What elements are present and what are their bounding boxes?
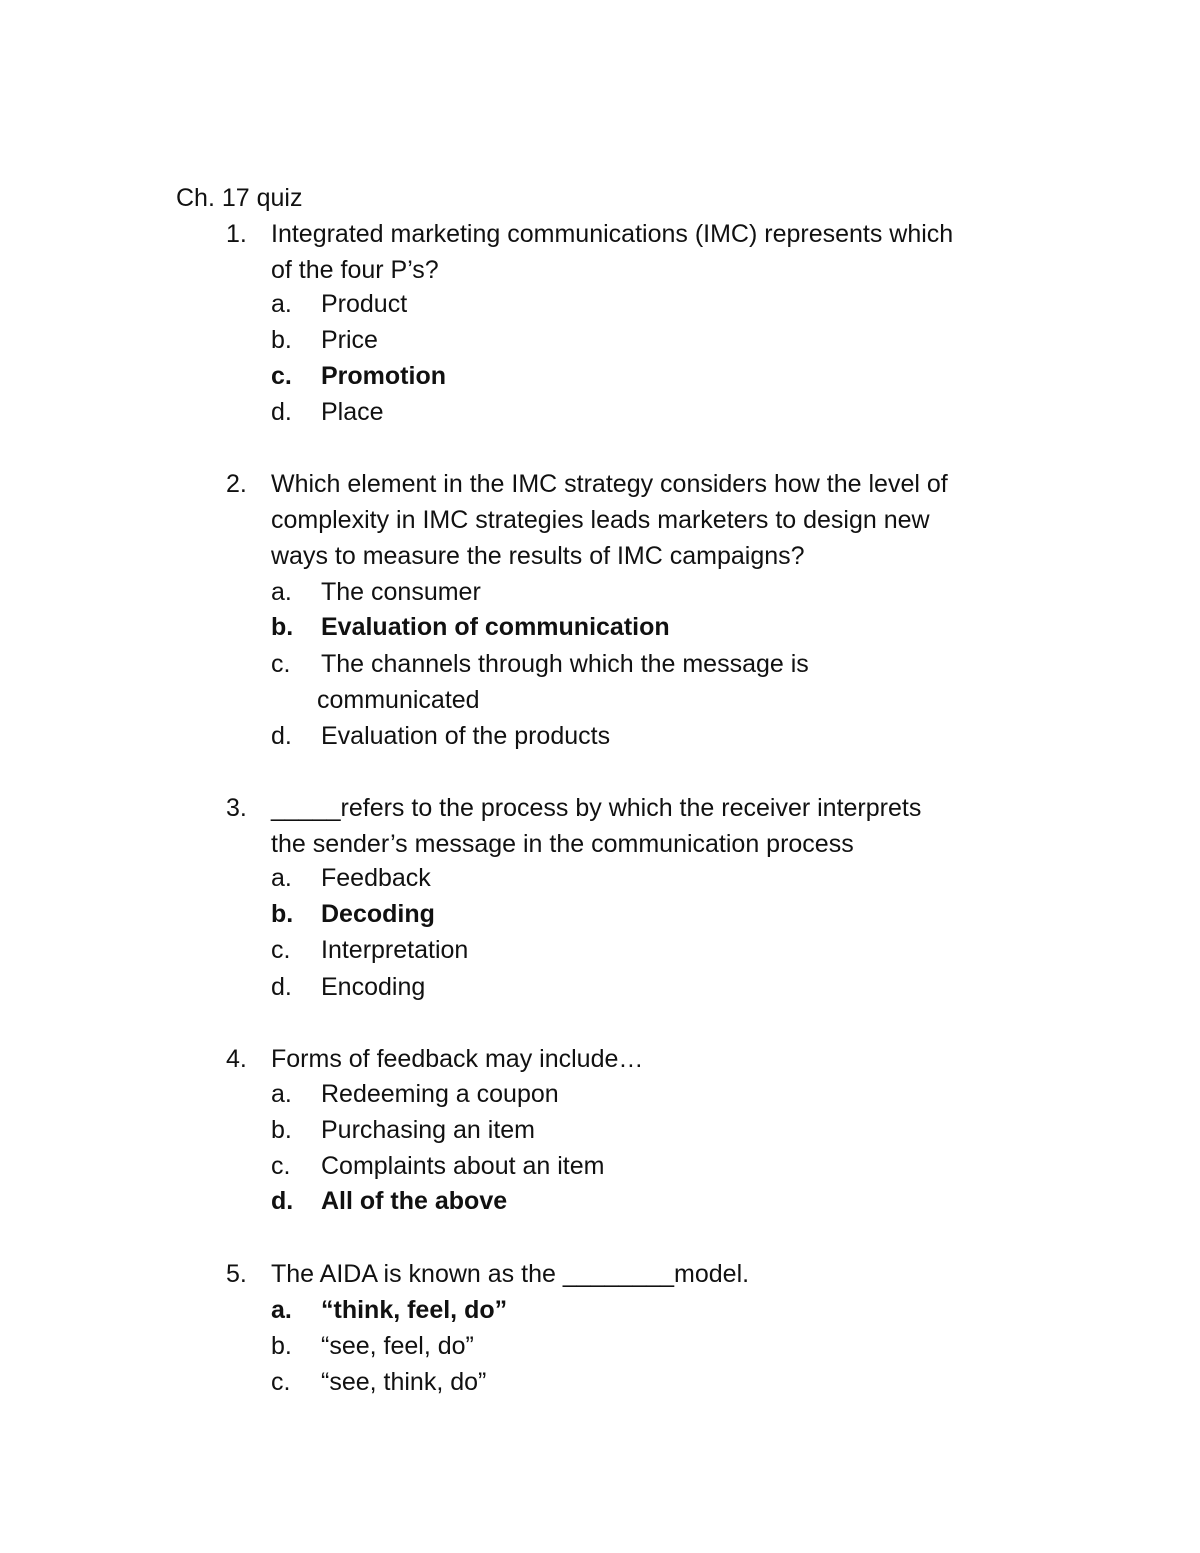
correct-answer-option <box>0 1183 1200 1219</box>
correct-answer-option <box>0 1292 1200 1328</box>
option-letter: c. <box>271 362 292 390</box>
option-text: All of the above <box>321 1187 508 1215</box>
question-number: 3. <box>226 794 247 822</box>
answer-option <box>0 932 1200 968</box>
question-line: _____refers to the process by which the receiver interprets <box>271 794 922 822</box>
answer-option <box>0 394 1200 430</box>
option-text: Evaluation of the products <box>321 722 611 750</box>
correct-answer-option <box>0 358 1200 394</box>
answer-option <box>0 322 1200 358</box>
option-text-line: The channels through which the message is <box>321 650 809 678</box>
answer-option <box>0 718 1200 754</box>
option-letter: c. <box>271 1152 291 1180</box>
question-line: Forms of feedback may include… <box>271 1045 644 1073</box>
question-number: 2. <box>226 470 247 498</box>
option-text: Feedback <box>321 864 431 892</box>
option-letter: a. <box>271 864 292 892</box>
option-letter: a. <box>271 578 292 606</box>
option-text: Place <box>321 398 384 426</box>
question-number: 1. <box>226 220 247 248</box>
option-text: “see, think, do” <box>321 1368 487 1396</box>
answer-option <box>0 1328 1200 1364</box>
option-text: Redeeming a coupon <box>321 1080 559 1108</box>
option-letter: d. <box>271 722 292 750</box>
question-text <box>271 1041 1041 1077</box>
question-line: of the four P’s? <box>271 256 439 284</box>
question-text <box>271 466 1041 574</box>
question-text <box>271 216 1041 288</box>
option-text-line: communicated <box>317 686 480 714</box>
option-text <box>317 646 809 718</box>
option-letter: a. <box>271 290 292 318</box>
page-title: Ch. 17 quiz <box>176 184 303 212</box>
option-letter: c. <box>271 936 291 964</box>
answer-option <box>0 1364 1200 1400</box>
option-text: Complaints about an item <box>321 1152 605 1180</box>
question-line: Which element in the IMC strategy considers how the level of <box>271 470 948 498</box>
option-text: Product <box>321 290 408 318</box>
option-text: Purchasing an item <box>321 1116 536 1144</box>
option-letter: b. <box>271 613 294 641</box>
answer-option <box>0 1076 1200 1112</box>
option-letter: b. <box>271 1116 292 1144</box>
option-letter: d. <box>271 1187 294 1215</box>
option-text: “think, feel, do” <box>321 1296 508 1324</box>
option-text: “see, feel, do” <box>321 1332 474 1360</box>
question-number: 5. <box>226 1260 247 1288</box>
option-letter: c. <box>271 1368 291 1396</box>
option-letter: b. <box>271 1332 292 1360</box>
answer-option <box>0 1112 1200 1148</box>
question-line: ways to measure the results of IMC campaigns? <box>271 542 805 570</box>
option-text: Price <box>321 326 378 354</box>
question-text <box>271 790 1041 862</box>
option-text: Encoding <box>321 973 426 1001</box>
option-text: Promotion <box>321 362 446 390</box>
option-text: The consumer <box>321 578 481 606</box>
correct-answer-option <box>0 896 1200 932</box>
option-letter: d. <box>271 398 292 426</box>
question-line: the sender’s message in the communication process <box>271 830 854 858</box>
answer-option <box>0 646 1200 718</box>
answer-option <box>0 1148 1200 1184</box>
option-letter: b. <box>271 900 294 928</box>
answer-option <box>0 286 1200 322</box>
option-text: Interpretation <box>321 936 469 964</box>
answer-option <box>0 574 1200 610</box>
option-letter: a. <box>271 1080 292 1108</box>
question-line: Integrated marketing communications (IMC) represents which <box>271 220 954 248</box>
option-letter: d. <box>271 973 292 1001</box>
question-number: 4. <box>226 1045 247 1073</box>
question-line: complexity in IMC strategies leads marketers to design new <box>271 506 930 534</box>
correct-answer-option <box>0 609 1200 645</box>
answer-option <box>0 969 1200 1005</box>
answer-option <box>0 860 1200 896</box>
option-letter: c. <box>271 650 291 678</box>
option-text: Decoding <box>321 900 435 928</box>
question-text <box>271 1256 1041 1292</box>
option-letter: b. <box>271 326 292 354</box>
question-line: The AIDA is known as the ________model. <box>271 1260 750 1288</box>
option-text: Evaluation of communication <box>321 613 670 641</box>
option-letter: a. <box>271 1296 292 1324</box>
